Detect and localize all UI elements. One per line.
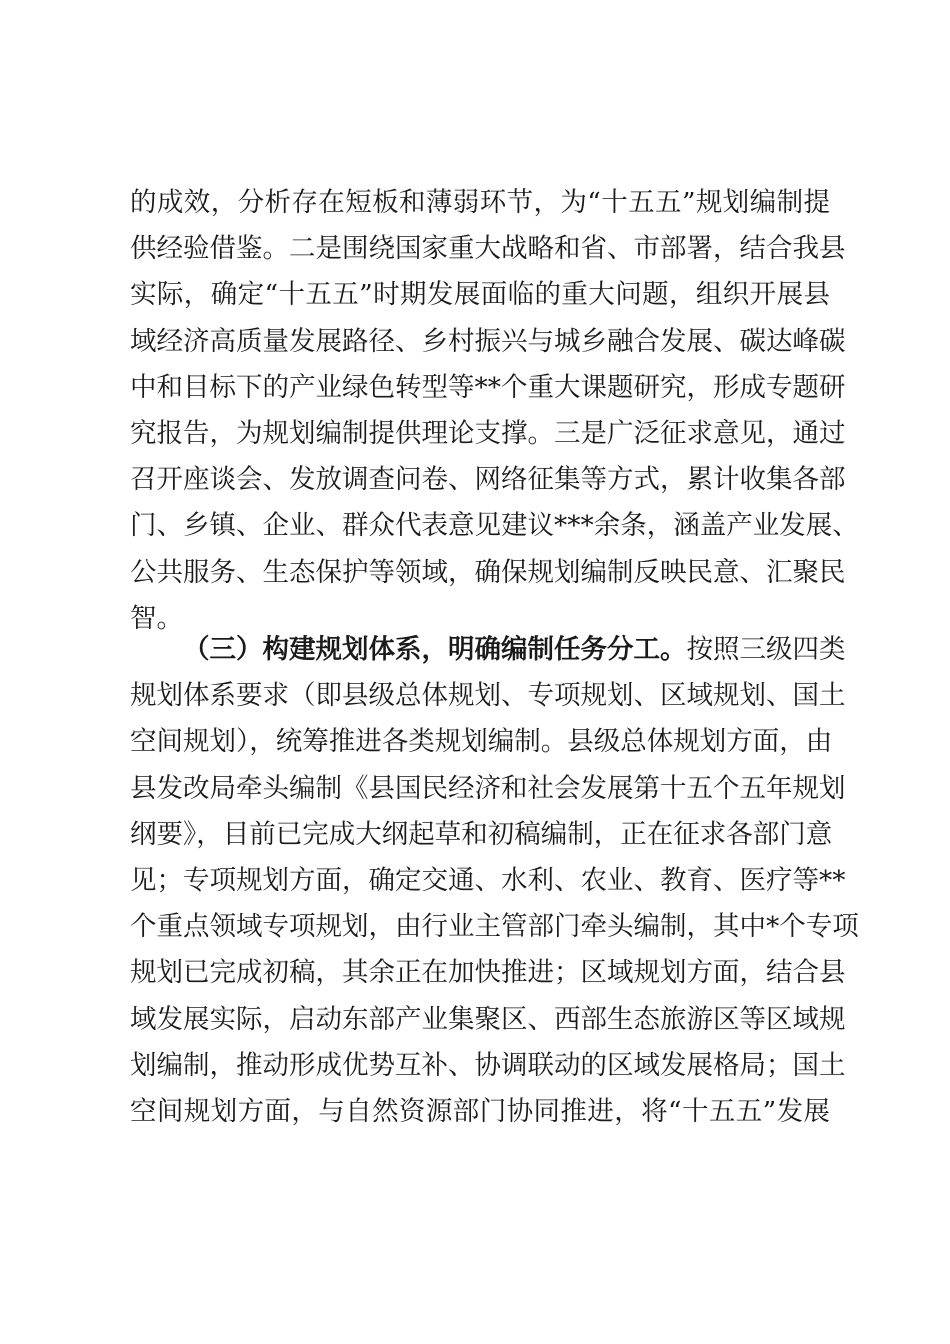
paragraph-1-line: 究报告，为规划编制提供理论支撑。三是广泛征求意见，通过 xyxy=(130,417,846,449)
paragraph-2-line: 规划已完成初稿，其余正在加快推进；区域规划方面，结合县 xyxy=(130,957,846,989)
paragraph-1-line: 召开座谈会、发放调查问卷、网络征集等方式，累计收集各部 xyxy=(130,464,846,496)
paragraph-2-line: 划编制，推动形成优势互补、协调联动的区域发展格局；国土 xyxy=(130,1049,846,1081)
paragraph-1-line: 域经济高质量发展路径、乡村振兴与城乡融合发展、碳达峰碳 xyxy=(130,325,846,357)
paragraph-1-line: 智。 xyxy=(130,602,183,634)
paragraph-1 xyxy=(130,180,859,642)
paragraph-1-line: 实际，确定“十五五”时期发展面临的重大问题，组织开展县 xyxy=(130,279,830,311)
section-heading: （三）构建规划体系，明确编制任务分工。 xyxy=(183,634,687,665)
paragraph-2 xyxy=(130,627,859,1135)
paragraph-2-line: 空间规划方面，与自然资源部门协同推进，将“十五五”发展 xyxy=(130,1095,830,1127)
paragraph-2-line: 县发改局牵头编制《县国民经济和社会发展第十五个五年规划 xyxy=(130,772,846,804)
paragraph-2-line: 空间规划），统筹推进各类规划编制。县级总体规划方面，由 xyxy=(130,726,833,758)
paragraph-2-line: 见；专项规划方面，确定交通、水利、农业、教育、医疗等** xyxy=(130,864,846,896)
paragraph-1-line: 的成效，分析存在短板和薄弱环节，为“十五五”规划编制提 xyxy=(130,187,830,218)
paragraph-1-line: 公共服务、生态保护等领域，确保规划编制反映民意、汇聚民 xyxy=(130,556,846,588)
paragraph-2-line: 个重点领域专项规划，由行业主管部门牵头编制，其中*个专项 xyxy=(130,911,859,943)
paragraph-2-line: 纲要》，目前已完成大纲起草和初稿编制，正在征求各部门意 xyxy=(130,818,833,850)
paragraph-2-line: 规划体系要求（即县级总体规划、专项规划、区域规划、国土 xyxy=(130,680,846,712)
paragraph-1-line: 供经验借鉴。二是围绕国家重大战略和省、市部署，结合我县 xyxy=(130,233,846,265)
paragraph-1-line: 中和目标下的产业绿色转型等**个重大课题研究，形成专题研 xyxy=(130,371,846,403)
paragraph-2-first-line-rest: 按照三级四类 xyxy=(686,634,846,665)
paragraph-1-line: 门、乡镇、企业、群众代表意见建议***余条，涵盖产业发展、 xyxy=(130,510,859,542)
paragraph-2-line: 域发展实际，启动东部产业集聚区、西部生态旅游区等区域规 xyxy=(130,1003,846,1035)
paragraph-2-first-line xyxy=(130,627,846,673)
